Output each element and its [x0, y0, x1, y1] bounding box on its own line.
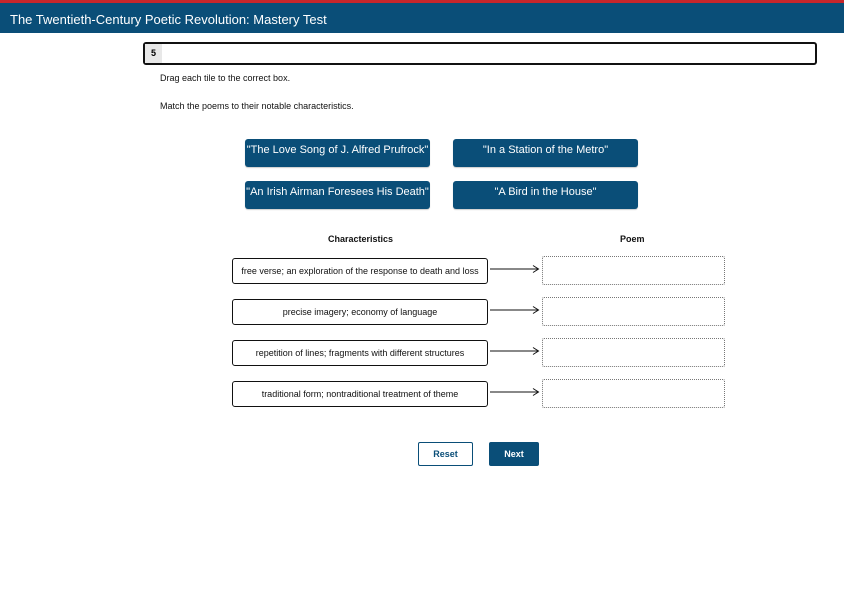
column-header-poem: Poem — [620, 234, 645, 244]
tile-irish-airman[interactable]: "An Irish Airman Foresees His Death" — [245, 181, 430, 209]
top-bar — [0, 0, 844, 33]
test-title: The Twentieth-Century Poetic Revolution: Mastery Test — [10, 12, 327, 27]
tile-bird-in-the-house[interactable]: "A Bird in the House" — [453, 181, 638, 209]
question-prompt: Match the poems to their notable characteristics. — [160, 101, 354, 111]
right-arrow-icon — [490, 388, 540, 396]
instruction-text: Drag each tile to the correct box. — [160, 73, 291, 83]
drop-target-3[interactable] — [542, 338, 725, 367]
characteristic-3: repetition of lines; fragments with different structures — [232, 340, 488, 366]
right-arrow-icon — [490, 265, 540, 273]
right-arrow-icon — [490, 347, 540, 355]
tile-station-of-the-metro[interactable]: "In a Station of the Metro" — [453, 139, 638, 167]
tile-prufrock[interactable]: "The Love Song of J. Alfred Prufrock" — [245, 139, 430, 167]
drop-target-2[interactable] — [542, 297, 725, 326]
drop-target-1[interactable] — [542, 256, 725, 285]
right-arrow-icon — [490, 306, 540, 314]
question-number: 5 — [145, 44, 162, 63]
drop-target-4[interactable] — [542, 379, 725, 408]
characteristic-2: precise imagery; economy of language — [232, 299, 488, 325]
question-header-box — [143, 42, 817, 65]
reset-button[interactable]: Reset — [418, 442, 473, 466]
column-header-characteristics: Characteristics — [328, 234, 394, 244]
characteristic-1: free verse; an exploration of the response to death and loss — [232, 258, 488, 284]
characteristic-4: traditional form; nontraditional treatment of theme — [232, 381, 488, 407]
next-button[interactable]: Next — [489, 442, 539, 466]
